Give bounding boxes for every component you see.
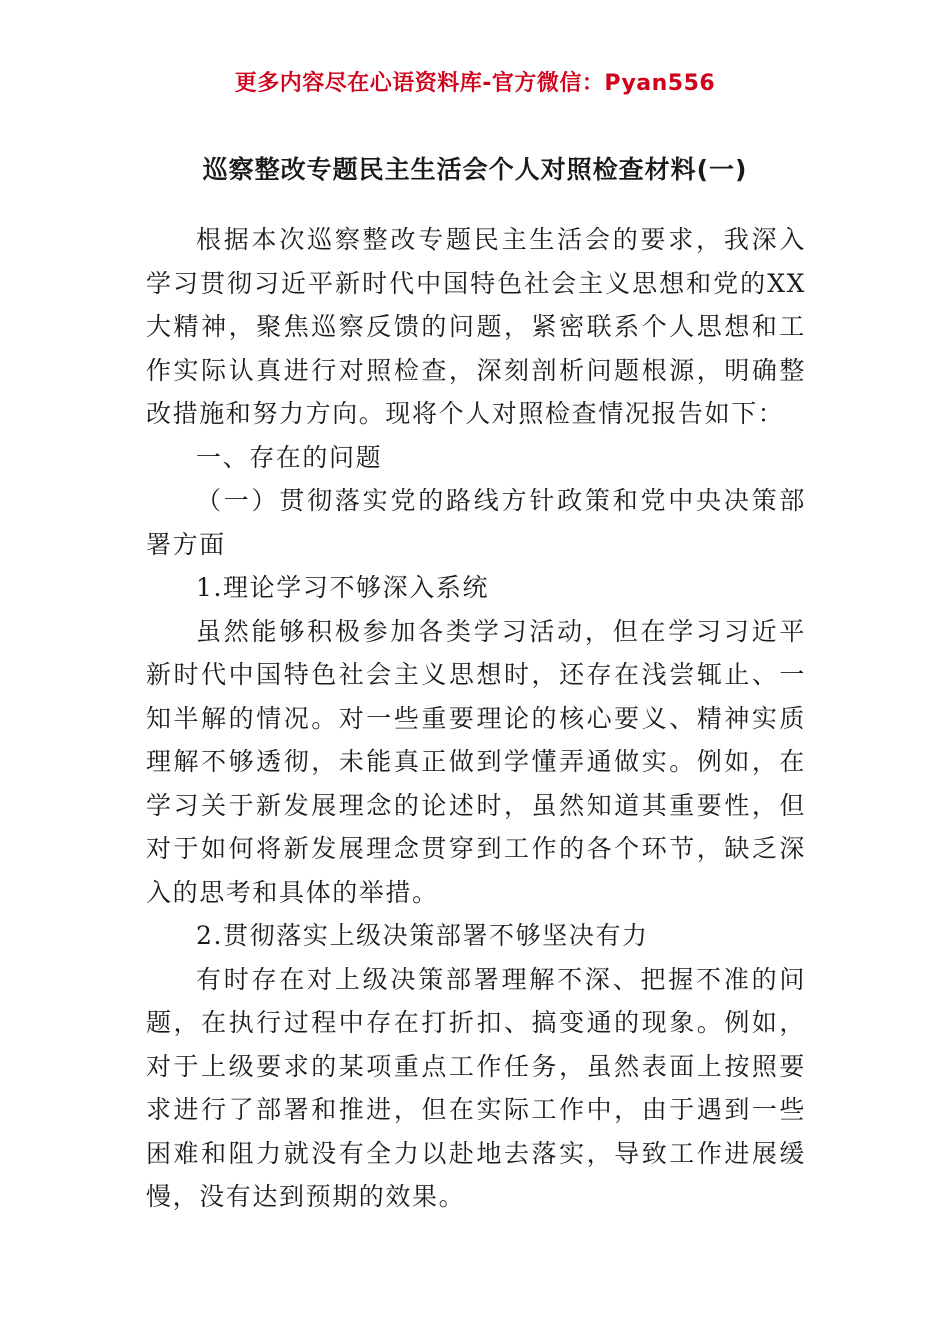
item-paragraph-2: 有时存在对上级决策部署理解不深、把握不准的问题，在执行过程中存在打折扣、搞变通的现象。例如，对于上级要求的某项重点工作任务，虽然表面上按照要求进行了部署和推进，但在实际工作中，由于遇到一些困难和阻力就没有全力以赴地去落实，导致工作进展缓慢，没有达到预期的效果。 — [146, 964, 806, 1211]
watermark-banner: 更多内容尽在心语资料库-官方微信：Pyan556 — [234, 71, 716, 96]
item-paragraph-1: 虽然能够积极参加各类学习活动，但在学习习近平新时代中国特色社会主义思想时，还存在浅尝辄止、一知半解的情况。对一些重要理论的核心要义、精神实质理解不够透彻，未能真正做到学懂弄通做实。例如，在学习关于新发展理念的论述时，虽然知道其重要性，但对于如何将新发展理念贯穿到工作的各个环节，缺乏深入的思考和具体的举措。 — [146, 616, 806, 907]
intro-paragraph: 根据本次巡察整改专题民主生活会的要求，我深入学习贯彻习近平新时代中国特色社会主义思想和党的XX大精神，聚焦巡察反馈的问题，紧密联系个人思想和工作实际认真进行对照检查，深刻剖析问题根源，明确整改措施和努力方向。现将个人对照检查情况报告如下： — [146, 225, 806, 428]
item-heading-1: 1.理论学习不够深入系统 — [196, 573, 490, 602]
item-heading-2: 2.贯彻落实上级决策部署不够坚决有力 — [196, 921, 649, 950]
subsection-heading: （一）贯彻落实党的路线方针政策和党中央决策部署方面 — [146, 486, 806, 559]
document-title: 巡察整改专题民主生活会个人对照检查材料(一) — [202, 155, 748, 184]
document-body — [146, 218, 806, 1219]
section-heading: 一、存在的问题 — [196, 442, 383, 472]
